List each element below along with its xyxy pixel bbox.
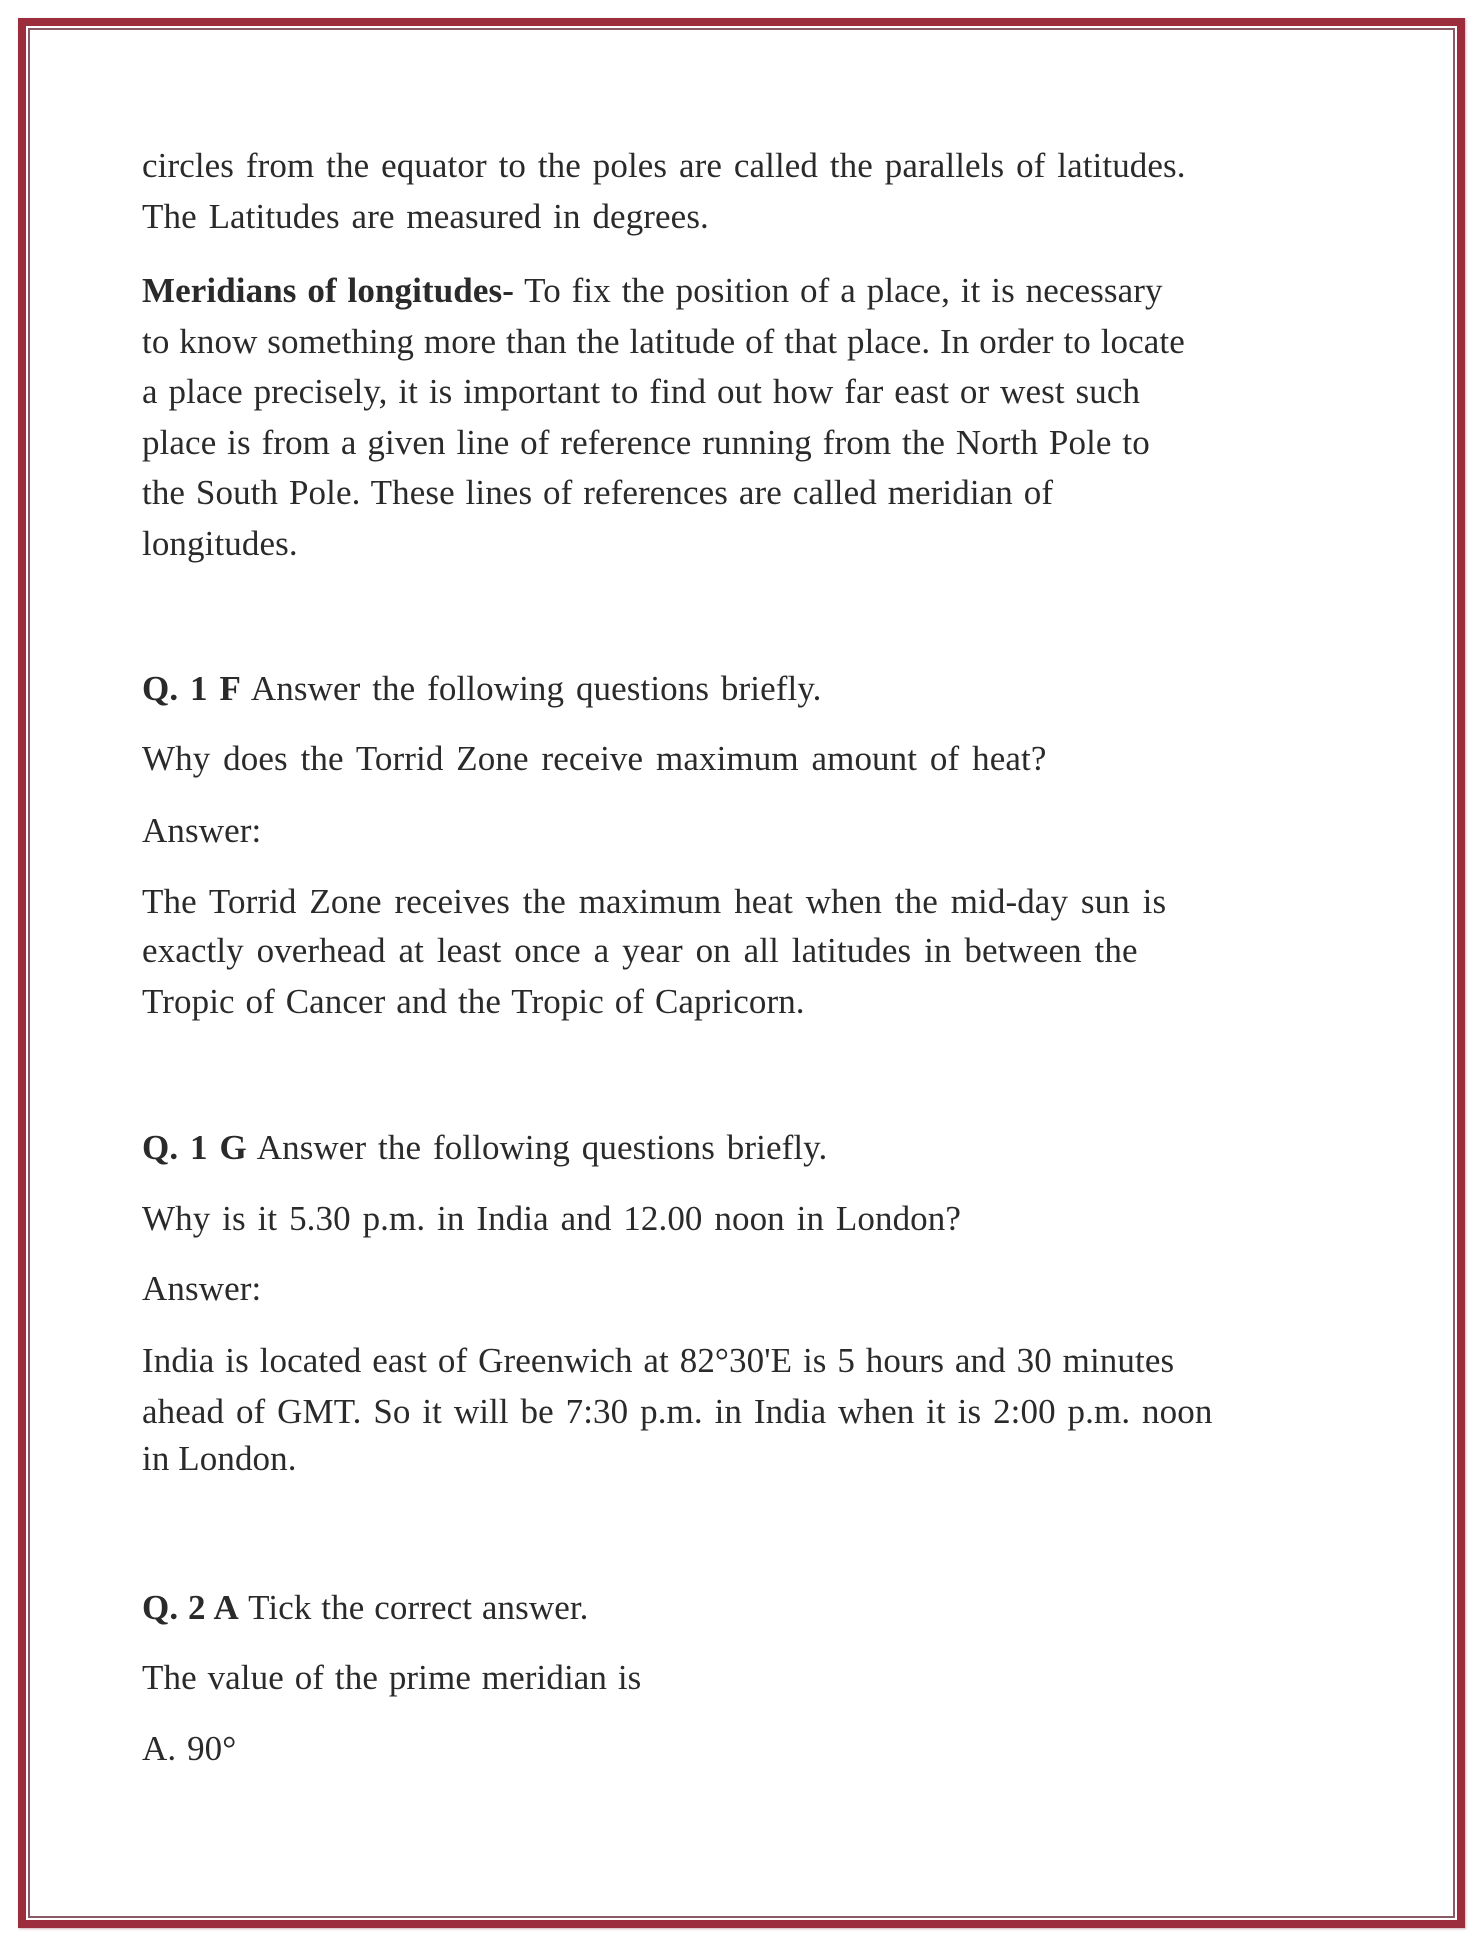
q2a-question: The value of the prime meridian is — [142, 1658, 642, 1697]
meridians-line-3: a place precisely, it is important to find out how far east or west such — [142, 372, 1141, 411]
q1f-answer-line-1: The Torrid Zone receives the maximum heat when the mid-day sun is — [142, 882, 1167, 921]
q1g-heading — [142, 1123, 827, 1173]
q1g-label: Q. 1 G — [142, 1128, 247, 1167]
q2a-heading — [142, 1583, 589, 1633]
meridians-line-5: the South Pole. These lines of references are called meridian of — [142, 473, 1054, 512]
q1g-answer-line-2: ahead of GMT. So it will be 7:30 p.m. in India when it is 2:00 p.m. noon — [142, 1392, 1213, 1431]
q1f-heading — [142, 664, 822, 714]
q2a-option-a: A. 90° — [142, 1729, 237, 1768]
q1f-instruction: Answer the following questions briefly. — [240, 669, 822, 708]
q1f-answer-label: Answer: — [142, 811, 262, 850]
q1g-question: Why is it 5.30 p.m. in India and 12.00 noon in London? — [142, 1199, 962, 1238]
q1g-answer-label: Answer: — [142, 1269, 262, 1308]
q1g-instruction: Answer the following questions briefly. — [246, 1128, 828, 1167]
meridians-line-4: place is from a given line of reference running from the North Pole to — [142, 423, 1150, 462]
intro-line-2: The Latitudes are measured in degrees. — [142, 197, 709, 236]
q1g-answer-line-1: India is located east of Greenwich at 82°30'E is 5 hours and 30 minutes — [142, 1341, 1175, 1380]
meridians-line-6: longitudes. — [142, 524, 298, 563]
meridians-line-1 — [142, 266, 1163, 316]
q2a-instruction: Tick the correct answer. — [238, 1588, 589, 1627]
q1f-answer-line-3: Tropic of Cancer and the Tropic of Capricorn. — [142, 982, 805, 1021]
q1g-answer-line-3: in London. — [142, 1439, 297, 1478]
meridians-heading: Meridians of longitudes- — [142, 271, 514, 310]
intro-line-1: circles from the equator to the poles are called the parallels of latitudes. — [142, 146, 1186, 185]
q1f-answer-line-2: exactly overhead at least once a year on all latitudes in between the — [142, 931, 1138, 970]
meridians-line-2: to know something more than the latitude of that place. In order to locate — [142, 322, 1185, 361]
q1f-question: Why does the Torrid Zone receive maximum amount of heat? — [142, 739, 1047, 778]
q2a-label: Q. 2 A — [142, 1588, 239, 1627]
meridians-text: To fix the position of a place, it is necessary — [513, 271, 1163, 310]
q1f-label: Q. 1 F — [142, 669, 241, 708]
